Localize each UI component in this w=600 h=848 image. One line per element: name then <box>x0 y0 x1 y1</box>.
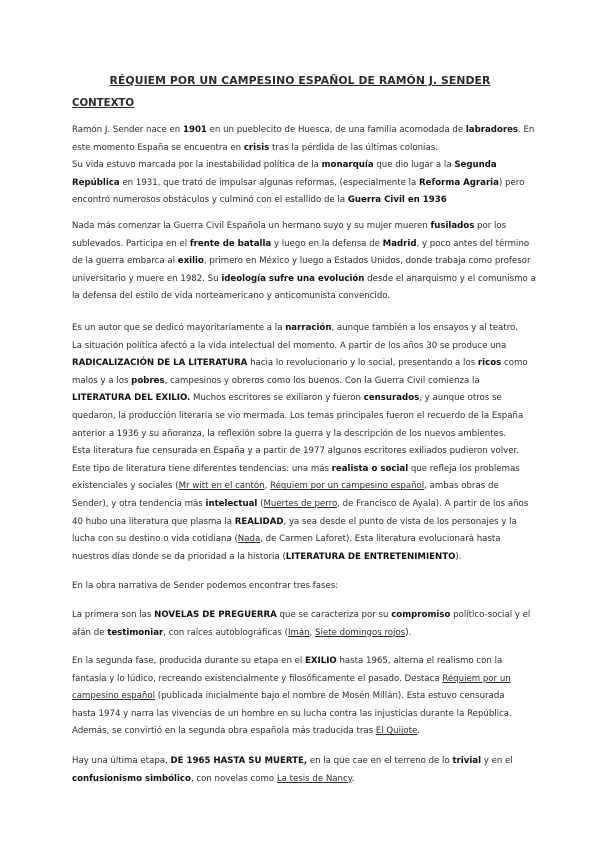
text-run: y en el <box>481 756 513 766</box>
text-run: afán de <box>72 627 108 638</box>
text-line <box>72 218 556 236</box>
bold-term: testimoniar <box>107 627 164 638</box>
text-run: que dio lugar a la <box>373 160 455 171</box>
bold-term: EXILIO <box>305 656 337 666</box>
text-run: . <box>351 773 355 784</box>
work-title: Siete domingos rojos <box>315 627 406 638</box>
bold-term: 1901 <box>182 125 207 135</box>
text-run: Además, se convirtió en la segunda obra española más traducida tras <box>72 726 376 737</box>
text-line <box>72 706 556 724</box>
text-run: . <box>417 726 421 737</box>
paragraph-last-phase <box>72 753 556 788</box>
text-run: de la guerra embarca al <box>72 256 178 267</box>
text-run: , <box>309 627 316 638</box>
bold-term: confusionismo simbólico <box>72 773 191 784</box>
text-run: , y aunque otros se <box>419 393 502 404</box>
text-run: y luego en la defensa de <box>271 238 383 249</box>
bold-term: Reforma Agraria <box>419 177 499 188</box>
text-run: ) pero <box>498 177 525 188</box>
text-run: quedaron, la producción literaria se vio mermada. Los temas principales fueron el recuerdo de la España <box>72 410 524 421</box>
text-run: Esta literatura fue censurada en España y a partir de 1977 algunos escritores exiliados pudieron volver. <box>72 446 519 457</box>
text-run: como <box>501 358 528 369</box>
text-line <box>72 531 556 549</box>
text-run: 40 hubo una literatura que plasma la <box>72 516 235 527</box>
text-line <box>72 653 556 671</box>
text-run: por los <box>474 221 507 231</box>
text-run: , de Carmen Laforet). Esta literatura evolucionará hasta <box>260 534 501 545</box>
text-run: la defensa del estilo de vida norteamericano y anticomunista convencido. <box>72 291 391 302</box>
text-run: ). <box>405 627 412 638</box>
bold-term: monarquía <box>321 160 374 171</box>
text-line <box>72 355 556 373</box>
text-line <box>72 175 556 193</box>
text-line <box>72 723 556 741</box>
text-line <box>72 157 556 175</box>
text-run: (publicada inicialmente bajo el nombre de Mosén Millán). Esta estuvo censurada <box>154 691 505 702</box>
bold-term: ideología sufre una evolución <box>221 273 365 284</box>
text-run: Este tipo de literatura tiene diferentes tendencias: una más <box>72 463 332 474</box>
text-line <box>72 771 556 789</box>
text-line <box>72 578 556 596</box>
work-title: Imán <box>288 627 310 638</box>
text-line <box>72 373 556 391</box>
bold-term: República <box>72 177 120 188</box>
bold-term: realista o social <box>331 463 409 474</box>
bold-term: Madrid <box>382 238 417 249</box>
paragraph-biography <box>72 122 556 210</box>
paragraph-literary-context <box>72 320 556 566</box>
work-title: Muertes de perro <box>263 498 338 509</box>
text-run: en un pueblecito de <box>206 125 298 135</box>
text-run: tras la pérdida de las últimas colonias. <box>269 142 438 153</box>
text-line <box>72 140 556 158</box>
bold-term: intelectual <box>205 498 258 509</box>
text-line <box>72 390 556 408</box>
text-run: La primera son las <box>72 610 155 620</box>
text-run: malos y a los <box>72 375 132 386</box>
bold-term: LITERATURA DE ENTRETENIMIENTO <box>285 551 456 562</box>
text-line <box>72 607 556 625</box>
text-run: Nada más comenzar la Guerra Civil Española un hermano suyo y su mujer mueren <box>72 221 431 231</box>
text-line <box>72 514 556 532</box>
bold-term: pobres <box>131 375 165 386</box>
work-title: campesino español <box>72 691 155 702</box>
text-line <box>72 443 556 461</box>
bold-term: REALIDAD <box>234 516 284 527</box>
text-run: Es un autor que se dedicó mayoritariamente a la <box>72 323 286 333</box>
text-run: hasta 1965, alterna el realismo con la <box>336 656 503 666</box>
text-line <box>72 549 556 567</box>
bold-term: trivial <box>452 756 482 766</box>
text-run: este momento España se encuentra en <box>72 142 244 153</box>
text-line <box>72 253 556 271</box>
text-run: Ramón J. Sender nace en <box>72 125 183 135</box>
text-run: que refleja los problemas <box>408 463 520 474</box>
work-title: Réquiem por un campesino español <box>270 481 425 492</box>
bold-term: crisis <box>243 142 270 153</box>
text-line <box>72 338 556 356</box>
text-run: en la que cae en el terreno de lo <box>307 756 453 766</box>
bold-term: frente de batalla <box>189 238 272 249</box>
bold-term: NOVELAS DE PREGUERRA <box>154 610 277 620</box>
text-run: encontró numerosos obstáculos y culminó con el estallido de la <box>72 195 348 206</box>
text-run: nuestros días donde se da prioridad a la historia ( <box>72 551 286 562</box>
bold-term: RADICALIZACIÓN DE LA LITERATURA <box>72 358 248 369</box>
text-run: universitario y muere en 1982. Su <box>72 273 222 284</box>
text-line <box>72 478 556 496</box>
text-run: , con raíces autobiográficas ( <box>163 627 288 638</box>
work-title: Mr witt en el cantón <box>178 481 265 492</box>
text-run: , campesinos y obreros como los buenos. Con la Guerra Civil comienza la <box>164 375 480 386</box>
text-line <box>72 236 556 254</box>
text-line <box>72 688 556 706</box>
text-line <box>72 288 556 306</box>
bold-term: Segunda <box>454 160 497 171</box>
document-title: RÉQUIEM POR UN CAMPESINO ESPAÑOL DE RAMÓN J. SENDER <box>109 74 491 87</box>
text-run: , ya sea desde el punto de vista de los personajes y la <box>283 516 517 527</box>
text-run: , de una familia acomodada de <box>329 125 466 135</box>
text-run: Muchos escritores se exiliaron y fueron <box>190 393 364 404</box>
text-line <box>72 625 556 643</box>
text-run: , de Francisco de Ayala). A partir de los años <box>337 498 529 509</box>
section-heading: CONTEXTO <box>72 98 135 109</box>
text-line <box>72 753 556 771</box>
bold-term: narración <box>285 323 332 333</box>
work-title: La tesis de Nancy <box>276 773 352 784</box>
bold-term: labradores <box>465 125 519 135</box>
text-run: hacia lo revolucionario y lo social, presentando a los <box>247 358 478 369</box>
text-run: , ambas obras de <box>424 481 499 492</box>
work-title: Nada <box>237 534 261 545</box>
text-line <box>72 271 556 289</box>
text-run: Huesca <box>298 125 330 135</box>
text-run: en 1931, que trató de impulsar algunas reformas, (especialmente la <box>119 177 420 188</box>
text-run: Hay una última etapa, <box>72 756 171 766</box>
text-run: existenciales y sociales ( <box>72 481 179 492</box>
bold-term: censurados <box>363 393 420 404</box>
text-run: En la obra narrativa de Sender podemos encontrar tres fases: <box>72 581 339 591</box>
text-line <box>72 192 556 210</box>
text-line <box>72 461 556 479</box>
work-title: El Quijote <box>375 726 418 737</box>
bold-term: fusilados <box>430 221 475 231</box>
text-run: , aunque también a los ensayos y al teatro. <box>331 323 518 333</box>
text-run: La situación política afectó a la vida intelectual del momento. A partir de los años 30 se produce una <box>72 340 507 351</box>
text-run: Sender), y otra tendencia más <box>72 498 206 509</box>
paragraph-civil-war <box>72 218 556 306</box>
text-run: lucha con su destino o vida cotidiana ( <box>72 534 238 545</box>
text-line <box>72 408 556 426</box>
text-line <box>72 426 556 444</box>
text-run: ( <box>257 498 264 509</box>
text-run: fantasía y lo lúdico, recreando existencialmente y filosóficamente el pasado. Destaca <box>72 673 443 684</box>
text-run: Su vida estuvo marcada por la inestabilidad política de la <box>72 160 322 171</box>
bold-term: exilio <box>177 256 204 267</box>
paragraph-second-phase <box>72 653 556 741</box>
text-run: ). <box>455 551 462 562</box>
text-run: . En <box>518 125 535 135</box>
text-line <box>72 671 556 689</box>
text-run: desde el anarquismo y el comunismo a <box>364 273 536 284</box>
text-run: , y poco antes del término <box>416 238 530 249</box>
bold-term: compromiso <box>391 610 451 620</box>
bold-term: LITERATURA DEL EXILIO. <box>72 393 191 404</box>
text-run: , con novelas como <box>190 773 277 784</box>
text-run: que se caracteriza por su <box>276 610 392 620</box>
text-line <box>72 320 556 338</box>
work-title: Réquiem por un <box>442 673 511 684</box>
text-run: , <box>264 481 271 492</box>
text-run: hasta 1974 y narra las vivencias de un hombre en su lucha contra las injusticias durante la República. <box>72 708 512 719</box>
text-line <box>72 122 556 140</box>
bold-term: ricos <box>477 358 502 369</box>
text-run: político-social y el <box>450 610 531 620</box>
text-run: sublevados. Participa en el <box>72 238 190 249</box>
bold-term: DE 1965 HASTA SU MUERTE, <box>170 756 308 766</box>
text-run: anterior a 1936 y su añoranza, la reflexión sobre la guerra y la descripción de los nuevos ambientes. <box>72 428 507 439</box>
bold-term: Guerra Civil en 1936 <box>347 195 447 206</box>
paragraph-phases-intro <box>72 578 556 596</box>
text-run: , primero en México y luego a Estados Unidos, donde trabaja como profesor <box>203 256 531 267</box>
text-run: En la segunda fase, producida durante su etapa en el <box>72 656 306 666</box>
paragraph-first-phase <box>72 607 556 642</box>
text-line <box>72 496 556 514</box>
